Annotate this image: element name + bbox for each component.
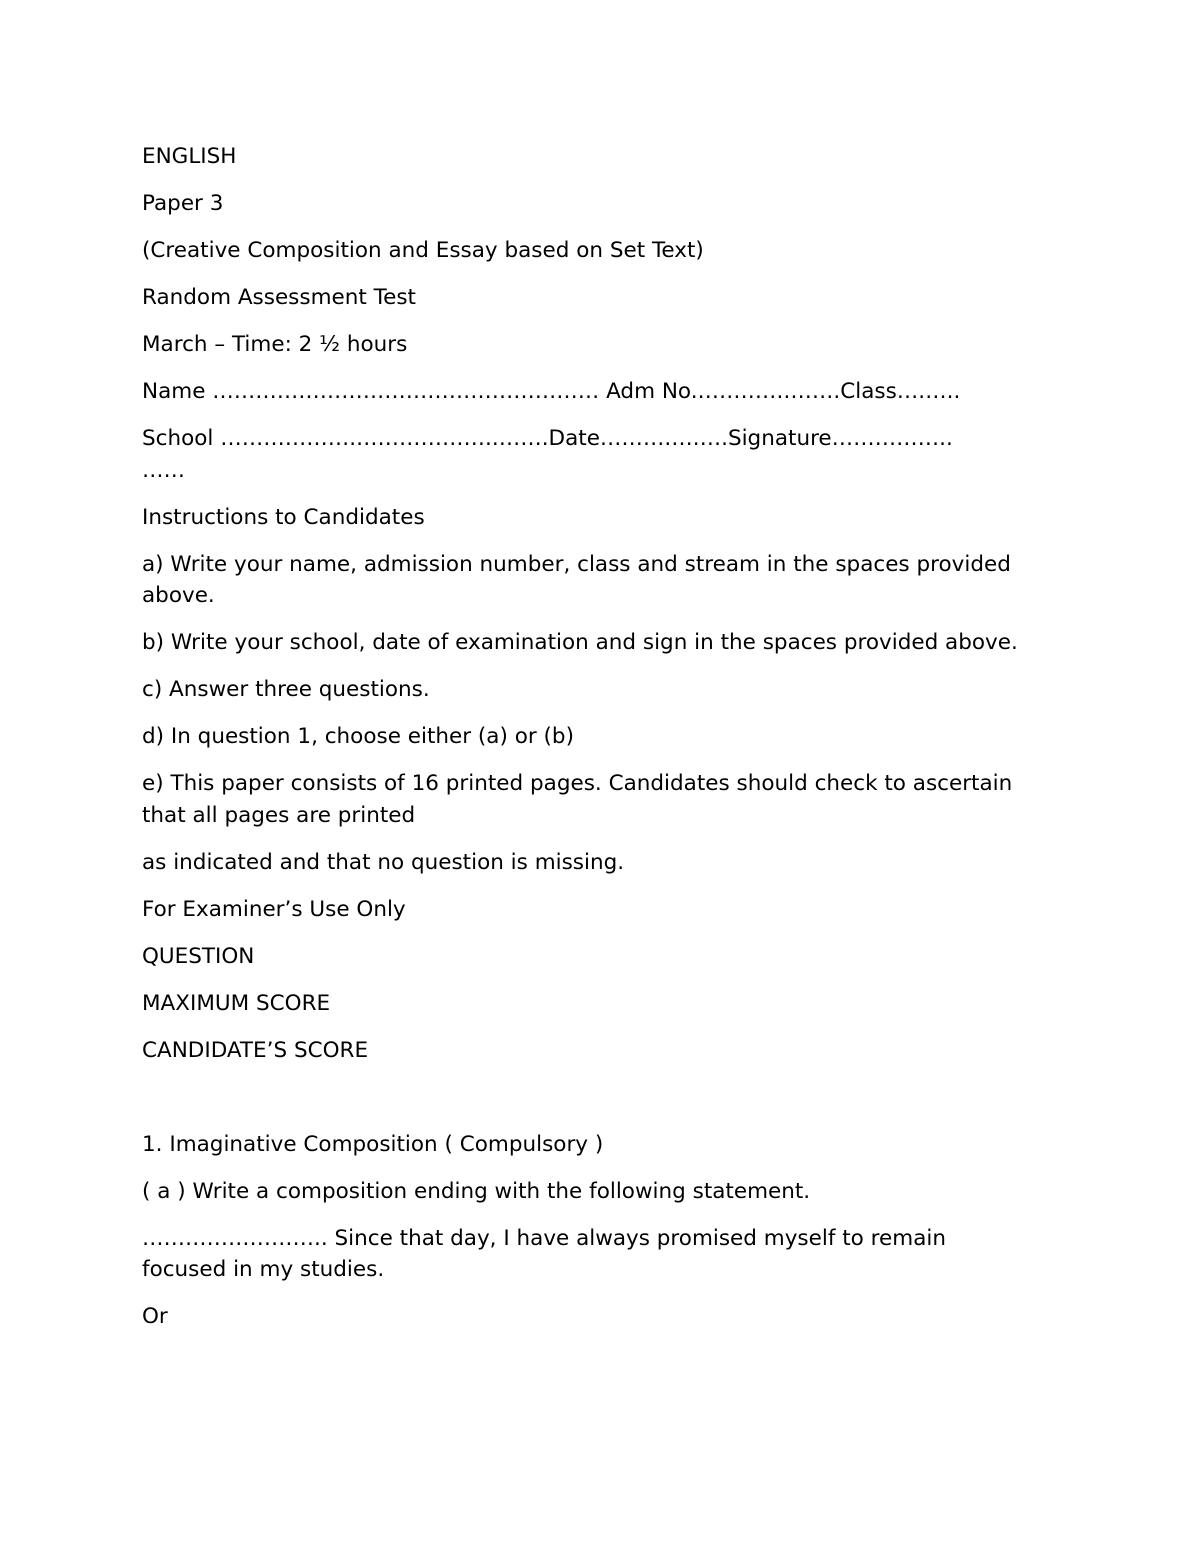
- instruction-item: as indicated and that no question is missing.: [142, 849, 625, 875]
- name-field-line: Name ……………………………………………… Adm No.………….…….Class….…..: [142, 379, 961, 404]
- examiner-column-question: QUESTION: [142, 943, 255, 969]
- instruction-item: b) Write your school, date of examination and sign in the spaces provided above.: [142, 630, 1018, 655]
- or-label: Or: [142, 1304, 168, 1329]
- instruction-item: c) Answer three questions.: [142, 677, 430, 702]
- test-name: Random Assessment Test: [142, 285, 416, 310]
- question-1-part-a: ( a ) Write a composition ending with the following statement.: [142, 1178, 811, 1204]
- exam-page: [142, 141, 1022, 1348]
- instruction-item: e) This paper consists of 16 printed pages. Candidates should check to ascertain that all pages are printed: [142, 771, 1013, 828]
- paper-number: Paper 3: [142, 191, 224, 216]
- school-field-line: School ……………….………………..…….Date……….….….Signature…………….. ……: [142, 426, 953, 483]
- subject-heading: ENGLISH: [142, 144, 237, 169]
- time-line: March – Time: 2 ½ hours: [142, 332, 408, 357]
- instruction-item: a) Write your name, admission number, class and stream in the spaces provided above.: [142, 551, 1011, 608]
- instruction-item: d) In question 1, choose either (a) or (b): [142, 724, 574, 749]
- question-1-statement: …………………….. Since that day, I have always promised myself to remain focused in my studies.: [142, 1225, 946, 1282]
- question-1-title: 1. Imaginative Composition ( Compulsory ): [142, 1131, 604, 1157]
- examiner-column-candidate-score: CANDIDATE’S SCORE: [142, 1037, 369, 1063]
- examiner-heading: For Examiner’s Use Only: [142, 896, 406, 922]
- examiner-column-maximum-score: MAXIMUM SCORE: [142, 990, 331, 1016]
- instructions-heading: Instructions to Candidates: [142, 504, 425, 530]
- paper-subtitle: (Creative Composition and Essay based on Set Text): [142, 238, 704, 263]
- section-spacer: [142, 1082, 1022, 1129]
